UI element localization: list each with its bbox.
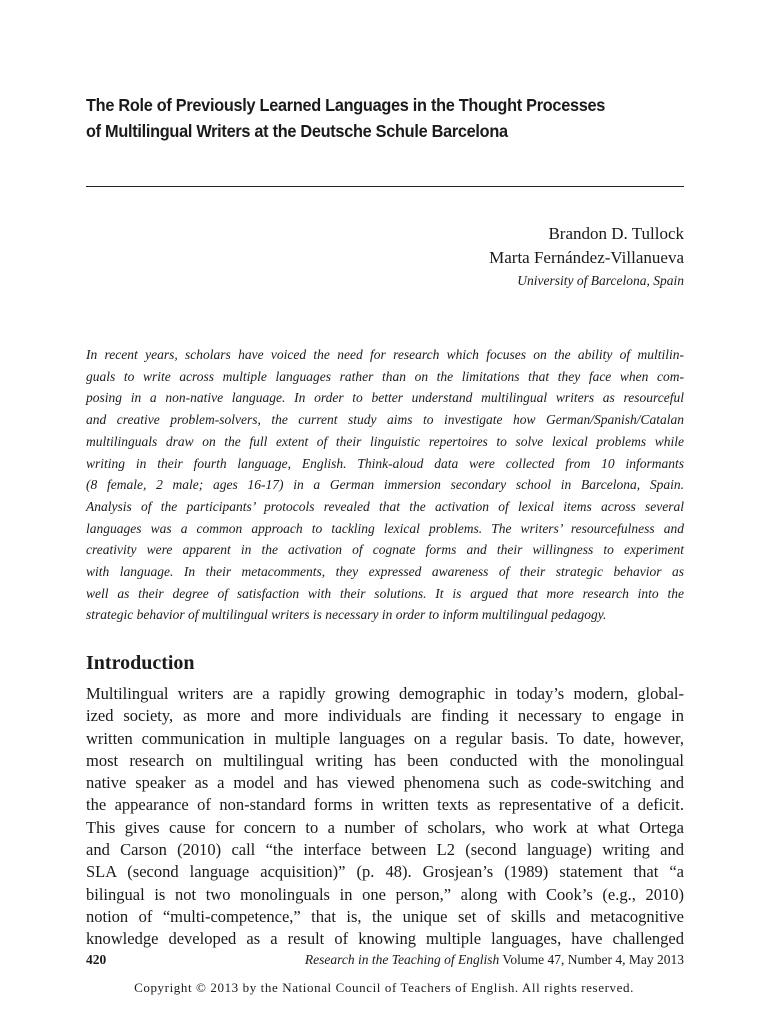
abstract-line: guals to write across multiple languages rather than on the limitations that they face when com-: [86, 368, 684, 384]
abstract-line: well as their degree of satisfaction with their solutions. It is argued that more research into the: [86, 585, 684, 601]
copyright-notice: Copyright © 2013 by the National Council of Teachers of English. All rights reserved.: [134, 980, 634, 995]
section-heading: Introduction: [86, 652, 195, 674]
body-paragraph: [86, 683, 684, 951]
body-line: notion of “multi-competence,” that is, the unique set of skills and metacognitive: [86, 906, 684, 926]
journal-citation: [305, 952, 684, 968]
body-line: and Carson (2010) call “the interface between L2 (second language) writing and: [86, 840, 684, 860]
body-line: native speaker as a model and has viewed phenomena such as code-switching and: [86, 773, 684, 793]
abstract-line: posing in a non-native language. In order to better understand multilingual writers as resourceful: [86, 390, 684, 406]
body-line: SLA (second language acquisition)” (p. 48). Grosjean’s (1989) statement that “a: [86, 862, 684, 882]
abstract: [86, 344, 684, 626]
author-name: Marta Fernández-Villanueva: [489, 248, 684, 267]
body-line: knowledge developed as a result of knowing multiple languages, have challenged: [86, 929, 684, 949]
page-number: 420: [86, 952, 107, 967]
title-rule: [86, 186, 684, 187]
body-line: This gives cause for concern to a number of scholars, who work at what Ortega: [86, 817, 684, 837]
abstract-line: and creative problem-solvers, the current study aims to investigate how German/Spanish/Catalan: [86, 412, 684, 428]
abstract-line: (8 female, 2 male; ages 16-17) in a German immersion secondary school in Barcelona, Spain.: [86, 477, 684, 493]
journal-name: Research in the Teaching of English: [304, 952, 500, 967]
abstract-line: languages was a common approach to tackling lexical problems. The writers’ resourcefulness and: [86, 520, 684, 536]
body-line: ized society, as more and more individuals are finding it necessary to engage in: [86, 706, 684, 726]
abstract-line: with language. In their metacomments, they expressed awareness of their strategic behavior as: [86, 564, 684, 580]
body-line: written communication in multiple languages on a regular basis. To date, however,: [86, 728, 684, 748]
abstract-line: multilinguals draw on the full extent of their linguistic repertoires to solve lexical problems while: [86, 433, 684, 449]
page-footer: [86, 952, 684, 968]
abstract-line: creativity were apparent in the activation of cognate forms and their willingness to experiment: [86, 542, 684, 558]
author-name: Brandon D. Tullock: [548, 224, 684, 243]
body-line: Multilingual writers are a rapidly growing demographic in today’s modern, global-: [86, 684, 684, 703]
journal-issue: Volume 47, Number 4, May 2013: [499, 952, 684, 967]
body-line: the appearance of non-standard forms in written texts as representative of a deficit.: [86, 795, 684, 815]
abstract-line: writing in their fourth language, English. Think-aloud data were collected from 10 informants: [86, 455, 684, 471]
abstract-line: strategic behavior of multilingual writers is necessary in order to inform multilingual pedagogy.: [86, 607, 607, 623]
paper-title: [86, 92, 663, 144]
body-line: bilingual is not two monolinguals in one person,” along with Cook’s (e.g., 2010): [86, 884, 684, 904]
body-line: most research on multilingual writing has been conducted with the monolingual: [86, 750, 684, 770]
title-line: The Role of Previously Learned Languages in the Thought Processes: [86, 95, 606, 115]
title-line: of Multilingual Writers at the Deutsche Schule Barcelona: [86, 121, 508, 141]
abstract-line: Analysis of the participants’ protocols revealed that the activation of lexical items across several: [86, 498, 684, 514]
abstract-line: In recent years, scholars have voiced the need for research which focuses on the ability of multilin-: [86, 347, 684, 362]
author-block: [489, 222, 684, 292]
affiliation: University of Barcelona, Spain: [517, 273, 684, 288]
